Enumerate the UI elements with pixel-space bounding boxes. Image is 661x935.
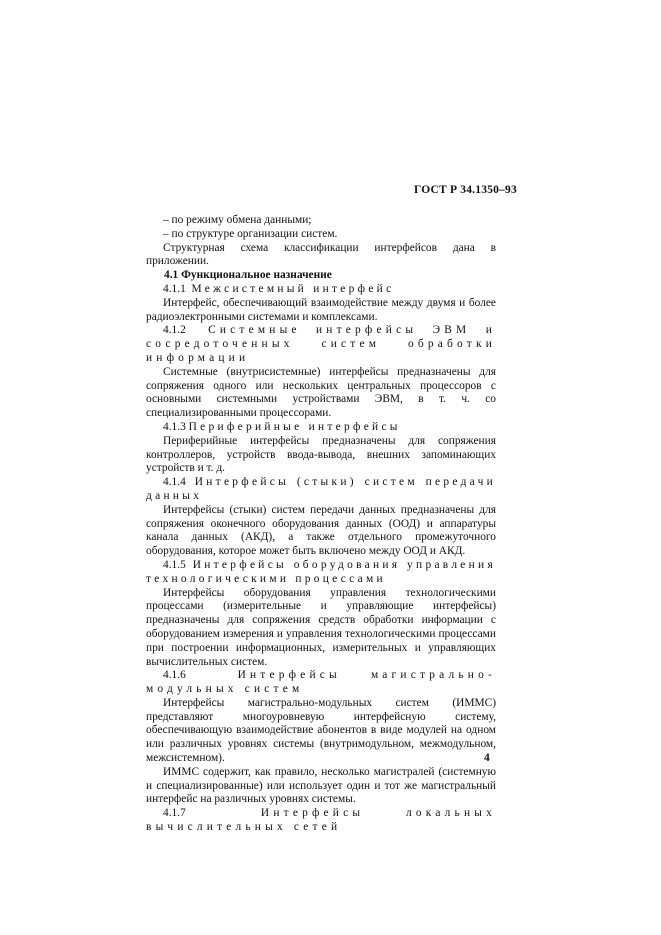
section-number: 4.1.2 — [163, 324, 186, 337]
section-number: 4.1.5 — [163, 558, 186, 571]
section-title: Интерфейсы (стыки) систем передачи данных — [146, 476, 497, 502]
page-number: 4 — [484, 752, 490, 764]
section-heading-4-1-5 — [146, 559, 496, 587]
section-title: Интерфейсы магистрально-модульных систем — [146, 669, 496, 696]
section-number: 4.1.4 — [163, 476, 186, 489]
list-item: – по структуре организации систем. — [163, 227, 338, 240]
section-number: 4.1.3 — [163, 420, 186, 433]
paragraph: Интерфейсы магистрально-модульных систем (ИММС) представляют многоуровневую интерфейсную систему, обеспечивающую взаимодействие абонентов в виде модулей на одном или различных уровнях системы (внутримодульном, межмодульном, межсистемном). — [146, 696, 496, 765]
section-number: 4.1.6 — [163, 669, 186, 682]
document-body — [146, 214, 496, 835]
list-item: – по режиму обмена данными; — [163, 214, 312, 226]
section-number: 4.1.1 — [163, 282, 186, 295]
paragraph: Интерфейс, обеспечивающий взаимодействие между двумя и более радиоэлектронными системами и комплексами. — [146, 296, 496, 323]
section-heading-4-1: 4.1 Функциональное назначение — [164, 269, 332, 282]
section-title: Интерфейсы локальных вычислительных сетей — [146, 807, 496, 834]
intro-paragraph: Структурная схема классификации интерфейсов дана в приложении. — [146, 241, 496, 268]
section-heading-4-1-4 — [146, 476, 496, 504]
section-title: Межсистемный интерфейс — [191, 282, 395, 295]
section-heading-4-1-6 — [146, 669, 496, 697]
section-heading-4-1-3 — [146, 421, 496, 435]
section-title: Периферийные интерфейсы — [188, 420, 401, 433]
paragraph: Системные (внутрисистемные) интерфейсы предназначены для сопряжения одного или нескольких центральных процессоров с основными системными устройствами ЭВМ, в т. ч. со специализированными процессорами. — [146, 365, 496, 420]
section-heading-4-1-1 — [146, 283, 496, 297]
paragraph: Интерфейсы (стыки) систем передачи данных предназначены для сопряжения оконечного оборудования данных (ООД) и аппаратуры канала данных (АКД), а также отдельного промежуточного оборудования, которое может быть включено между ООД и АКД. — [146, 503, 496, 558]
paragraph: Периферийные интерфейсы предназначены для сопряжения контроллеров, устройств ввода-вывода, внешних запоминающих устройств и т. д. — [146, 434, 496, 475]
section-number: 4.1.7 — [163, 807, 186, 820]
paragraph: Интерфейсы оборудования управления технологическими процессами (измерительные и управляющие интерфейсы) предназначены для сопряжения средств обработки информации с оборудованием измерения и управления технологическими процессами при построении информационных, измерительных и управляющих вычислительных систем. — [146, 586, 496, 668]
section-title: Системные интерфейсы ЭВМ и сосредоточенных систем обработки информации — [146, 324, 496, 364]
section-heading-4-1-2 — [146, 324, 496, 365]
section-heading-4-1-7 — [146, 807, 496, 835]
section-title: Интерфейсы оборудования управления технологическими процессами — [146, 558, 496, 585]
document-code-header: ГОСТ Р 34.1350–93 — [414, 184, 517, 196]
paragraph: ИММС содержит, как правило, несколько магистралей (системную и специализированные) или использует один и тот же магистральный интерфейс на различных уровнях системы. — [146, 765, 496, 806]
